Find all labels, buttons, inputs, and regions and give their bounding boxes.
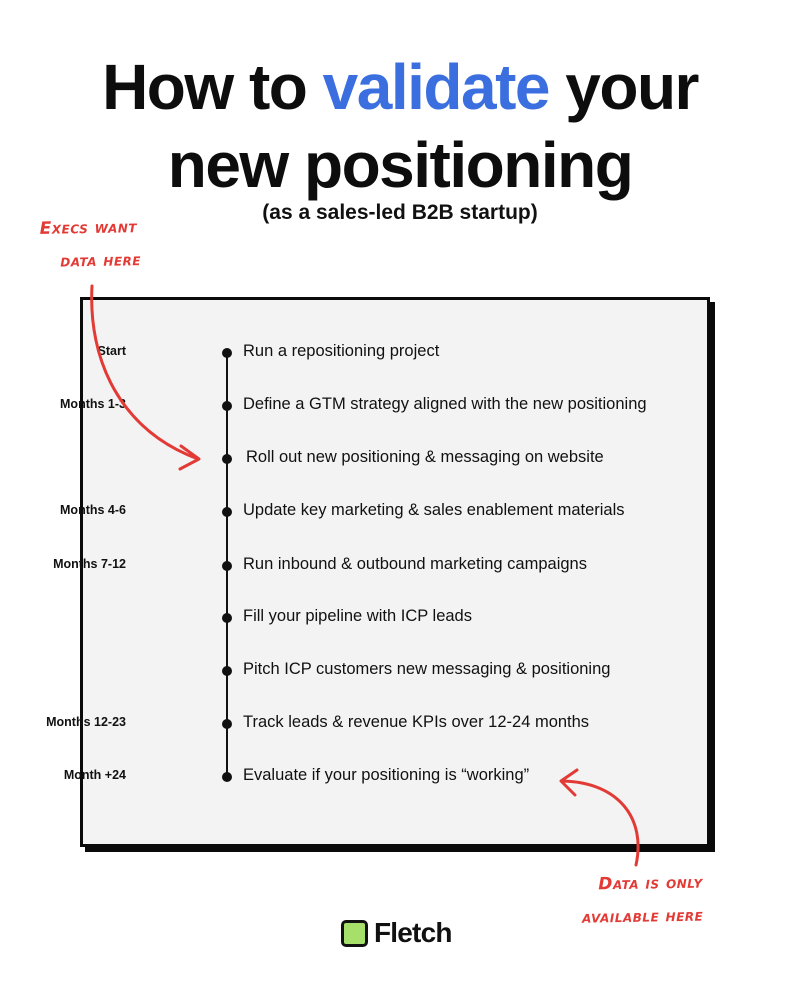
timeline-dot — [222, 666, 232, 676]
title-accent-word: validate — [322, 51, 549, 123]
timeline-step: Run inbound & outbound marketing campaigns — [243, 555, 587, 573]
timeline-dot — [222, 772, 232, 782]
timeline-dot — [222, 401, 232, 411]
timeline-item — [0, 606, 720, 630]
title-line-1 — [0, 48, 800, 126]
timeline-label: Months 4-6 — [60, 503, 126, 517]
timeline-label: Month +24 — [63, 768, 126, 782]
timeline-step: Track leads & revenue KPIs over 12-24 months — [243, 713, 590, 731]
timeline-step: Update key marketing & sales enablement materials — [243, 501, 625, 519]
subtitle: (as a sales-led B2B startup) — [262, 201, 538, 224]
timeline-dot — [222, 561, 232, 571]
timeline-item — [0, 765, 720, 789]
annotation-line: Data is only — [598, 872, 703, 895]
timeline-item — [0, 554, 720, 578]
title-line-2: new positioning — [167, 129, 633, 201]
brand-logo — [341, 915, 452, 951]
timeline-label: Months 1-3 — [60, 397, 126, 411]
timeline-step: Pitch ICP customers new messaging & positioning — [243, 660, 611, 678]
timeline-label: Start — [97, 344, 126, 358]
timeline-step: Roll out new positioning & messaging on website — [246, 448, 604, 466]
brand-name: Fletch — [374, 917, 452, 948]
timeline-dot — [222, 454, 232, 464]
timeline-dot — [222, 613, 232, 623]
annotation-data-only-available — [542, 867, 703, 936]
title-text: How to — [102, 51, 323, 123]
timeline-label: Months 12-23 — [46, 715, 126, 729]
title-text: your — [548, 51, 698, 123]
timeline-step: Define a GTM strategy aligned with the new positioning — [243, 395, 647, 413]
timeline-dot — [222, 719, 232, 729]
timeline-label: Months 7-12 — [53, 557, 126, 571]
timeline-step: Evaluate if your positioning is “working” — [243, 766, 530, 784]
fletch-logo-icon — [341, 920, 368, 947]
annotation-line: available here — [581, 905, 704, 928]
timeline-item — [0, 447, 720, 471]
timeline-item — [0, 712, 720, 736]
timeline-item — [0, 500, 720, 524]
timeline-step: Fill your pipeline with ICP leads — [243, 607, 472, 625]
page-title — [0, 48, 800, 204]
timeline-item — [0, 341, 720, 365]
timeline-item — [0, 659, 720, 683]
annotation-line: data here — [60, 250, 142, 272]
annotation-execs-want-data — [39, 211, 141, 279]
annotation-line: Execs want — [39, 217, 138, 239]
timeline-item — [0, 394, 720, 418]
timeline-dot — [222, 507, 232, 517]
timeline-dot — [222, 348, 232, 358]
timeline-step: Run a repositioning project — [243, 342, 440, 360]
